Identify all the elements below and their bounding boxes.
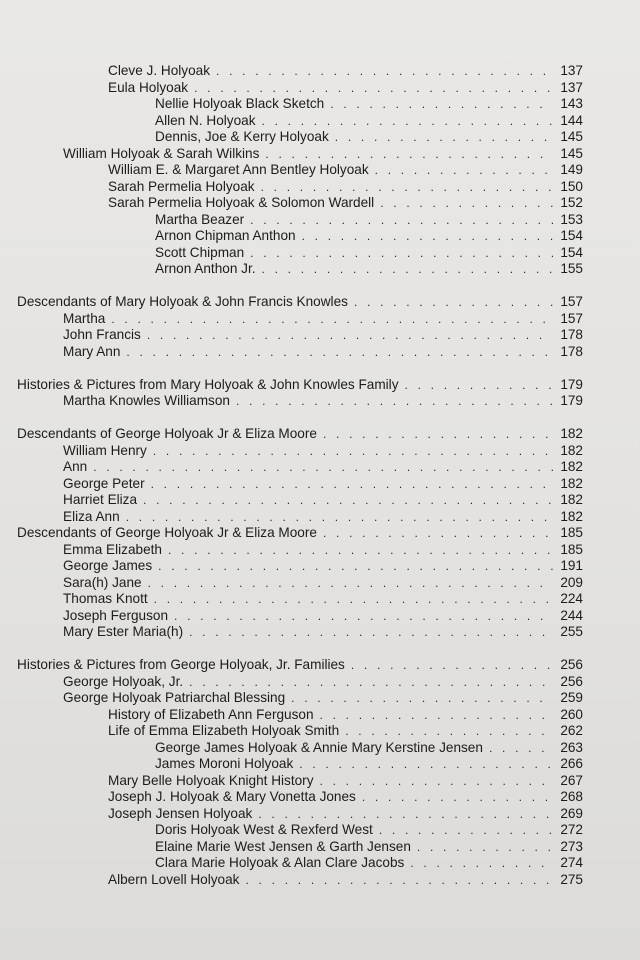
- dot-leader: [410, 855, 553, 871]
- toc-entry-page-number: 244: [560, 608, 583, 623]
- toc-entry: [63, 674, 583, 690]
- dot-leader: [111, 311, 553, 327]
- toc-entry-page-number: 154: [560, 228, 583, 243]
- toc-entry: [63, 608, 583, 624]
- toc-entry-title: Martha Beazer: [155, 212, 245, 227]
- toc-entry: [155, 756, 583, 772]
- dot-leader: [250, 212, 553, 228]
- toc-entry-title: Histories & Pictures from George Holyoak, Jr. Families: [17, 657, 345, 672]
- toc-entry-page-number: 268: [560, 789, 583, 804]
- toc-entry-title: Histories & Pictures from Mary Holyoak & John Knowles Family: [17, 377, 399, 392]
- toc-entry-page-number: 256: [560, 674, 583, 689]
- toc-entry: [63, 443, 583, 459]
- dot-leader: [379, 822, 553, 838]
- toc-entry: [108, 63, 583, 79]
- toc-entry-page-number: 273: [560, 839, 583, 854]
- dot-leader: [245, 872, 553, 888]
- dot-leader: [320, 773, 554, 789]
- toc-entry: [155, 261, 583, 277]
- dot-leader: [330, 96, 553, 112]
- toc-entry-title: Allen N. Holyoak: [155, 113, 256, 128]
- toc-entry-page-number: 182: [560, 492, 583, 507]
- toc-entry: [108, 789, 583, 805]
- toc-entry-page-number: 137: [560, 63, 583, 78]
- toc-entry-title: Eliza Ann: [63, 509, 120, 524]
- toc-entry-title: Sarah Permelia Holyoak & Solomon Wardell: [108, 195, 375, 210]
- toc-entry: [108, 162, 583, 178]
- toc-entry-page-number: 185: [560, 542, 583, 557]
- toc-entry-page-number: 157: [560, 311, 583, 326]
- toc-entry-page-number: 182: [560, 426, 583, 441]
- toc-entry-page-number: 275: [560, 872, 583, 887]
- toc-entry: [108, 723, 583, 739]
- toc-entry-page-number: 274: [560, 855, 583, 870]
- toc-entry-title: George Holyoak, Jr.: [63, 674, 184, 689]
- dot-leader: [250, 245, 553, 261]
- toc-entry-title: George Holyoak Patriarchal Blessing: [63, 690, 286, 705]
- toc-entry: [63, 591, 583, 607]
- toc-entry: [63, 542, 583, 558]
- toc-entry: [63, 146, 583, 162]
- toc-entry-title: George Peter: [63, 476, 145, 491]
- toc-entry-title: Eula Holyoak: [108, 80, 189, 95]
- toc-entry-page-number: 144: [560, 113, 583, 128]
- dot-leader: [345, 723, 553, 739]
- dot-leader: [158, 558, 553, 574]
- toc-entry: [155, 839, 583, 855]
- toc-entry: [155, 96, 583, 112]
- dot-leader: [323, 525, 553, 541]
- toc-entry-title: Scott Chipman: [155, 245, 245, 260]
- toc-entry-title: John Francis: [63, 327, 141, 342]
- toc-entry: [17, 525, 583, 541]
- dot-leader: [148, 575, 553, 591]
- toc-entry-page-number: 179: [560, 393, 583, 408]
- toc-entry: [63, 575, 583, 591]
- toc-entry-page-number: 182: [560, 476, 583, 491]
- dot-leader: [351, 657, 553, 673]
- dot-leader: [189, 624, 553, 640]
- dot-leader: [154, 591, 553, 607]
- dot-leader: [262, 261, 553, 277]
- toc-entry-title: William E. & Margaret Ann Bentley Holyoak: [108, 162, 369, 177]
- toc-entry-title: Life of Emma Elizabeth Holyoak Smith: [108, 723, 340, 738]
- dot-leader: [153, 443, 553, 459]
- toc-entry: [63, 344, 583, 360]
- toc-entry: [108, 806, 583, 822]
- dot-leader: [405, 377, 554, 393]
- dot-leader: [335, 129, 553, 145]
- toc-entry-page-number: 209: [560, 575, 583, 590]
- toc-entry-title: Mary Ann: [63, 344, 121, 359]
- dot-leader: [302, 228, 553, 244]
- toc-entry-title: Dennis, Joe & Kerry Holyoak: [155, 129, 329, 144]
- toc-entry-page-number: 182: [560, 459, 583, 474]
- toc-entry: [63, 476, 583, 492]
- toc-entry-page-number: 182: [560, 443, 583, 458]
- dot-leader: [194, 80, 553, 96]
- toc-entry-page-number: 154: [560, 245, 583, 260]
- dot-leader: [168, 542, 553, 558]
- toc-entry-title: Emma Elizabeth: [63, 542, 162, 557]
- dot-leader: [189, 674, 553, 690]
- dot-leader: [174, 608, 553, 624]
- toc-entry-title: Joseph Jensen Holyoak: [108, 806, 253, 821]
- dot-leader: [93, 459, 553, 475]
- toc-entry: [108, 872, 583, 888]
- toc-entry-page-number: 263: [560, 740, 583, 755]
- toc-entry: [155, 245, 583, 261]
- toc-entry-page-number: 182: [560, 509, 583, 524]
- toc-entry-title: Martha: [63, 311, 106, 326]
- toc-entry: [63, 690, 583, 706]
- toc-entry-page-number: 179: [560, 377, 583, 392]
- dot-leader: [126, 509, 553, 525]
- toc-entry-title: Joseph Ferguson: [63, 608, 169, 623]
- toc-entry: [63, 393, 583, 409]
- dot-leader: [362, 789, 553, 805]
- toc-entry: [17, 657, 583, 673]
- toc-entry-page-number: 145: [560, 146, 583, 161]
- toc-entry-title: Descendants of George Holyoak Jr & Eliza Moore: [17, 525, 317, 540]
- toc-entry-page-number: 272: [560, 822, 583, 837]
- dot-leader: [299, 756, 553, 772]
- dot-leader: [320, 707, 553, 723]
- dot-leader: [375, 162, 553, 178]
- toc-entry-page-number: 185: [560, 525, 583, 540]
- toc-entry: [155, 228, 583, 244]
- toc-entry-page-number: 152: [560, 195, 583, 210]
- dot-leader: [489, 740, 553, 756]
- toc-entry-title: Doris Holyoak West & Rexferd West: [155, 822, 373, 837]
- toc-entry-page-number: 143: [560, 96, 583, 111]
- toc-entry: [63, 558, 583, 574]
- dot-leader: [143, 492, 553, 508]
- toc-entry-title: Sara(h) Jane: [63, 575, 142, 590]
- toc-entry: [108, 707, 583, 723]
- toc-entry: [17, 294, 583, 310]
- toc-entry: [17, 426, 583, 442]
- toc-entry-title: Nellie Holyoak Black Sketch: [155, 96, 325, 111]
- toc-entry: [108, 80, 583, 96]
- dot-leader: [236, 393, 553, 409]
- toc-entry-title: Arnon Chipman Anthon: [155, 228, 296, 243]
- toc-entry-title: History of Elizabeth Ann Ferguson: [108, 707, 314, 722]
- toc-entry-title: Thomas Knott: [63, 591, 148, 606]
- toc-entry-page-number: 255: [560, 624, 583, 639]
- toc-entry: [63, 459, 583, 475]
- toc-entry-title: George James: [63, 558, 153, 573]
- toc-entry: [155, 822, 583, 838]
- toc-entry-page-number: 153: [560, 212, 583, 227]
- dot-leader: [380, 195, 553, 211]
- dot-leader: [151, 476, 553, 492]
- toc-entry-page-number: 266: [560, 756, 583, 771]
- toc-entry: [63, 311, 583, 327]
- toc-entry-page-number: 157: [560, 294, 583, 309]
- dot-leader: [417, 839, 553, 855]
- dot-leader: [291, 690, 553, 706]
- toc-entry-title: Cleve J. Holyoak: [108, 63, 210, 78]
- toc-entry-page-number: 191: [560, 558, 583, 573]
- toc-entry-title: Clara Marie Holyoak & Alan Clare Jacobs: [155, 855, 405, 870]
- toc-entry-title: William Henry: [63, 443, 147, 458]
- toc-entry: [108, 195, 583, 211]
- toc-entry-page-number: 150: [560, 179, 583, 194]
- toc-entry-page-number: 178: [560, 327, 583, 342]
- dot-leader: [323, 426, 553, 442]
- toc-entry-page-number: 155: [560, 261, 583, 276]
- toc-entry: [63, 492, 583, 508]
- toc-entry: [155, 855, 583, 871]
- dot-leader: [216, 63, 553, 79]
- toc-entry: [108, 179, 583, 195]
- dot-leader: [354, 294, 553, 310]
- toc-entry-title: Descendants of Mary Holyoak & John Francis Knowles: [17, 294, 348, 309]
- toc-entry-title: Martha Knowles Williamson: [63, 393, 230, 408]
- dot-leader: [126, 344, 553, 360]
- toc-entry-title: James Moroni Holyoak: [155, 756, 294, 771]
- toc-entry-page-number: 145: [560, 129, 583, 144]
- toc-entry: [63, 327, 583, 343]
- toc-entry-page-number: 260: [560, 707, 583, 722]
- toc-entry-title: George James Holyoak & Annie Mary Kerstine Jensen: [155, 740, 483, 755]
- dot-leader: [261, 179, 553, 195]
- toc-entry-title: William Holyoak & Sarah Wilkins: [63, 146, 260, 161]
- toc-entry: [155, 212, 583, 228]
- toc-entry: [108, 773, 583, 789]
- toc-entry-title: Albern Lovell Holyoak: [108, 872, 240, 887]
- toc-entry-title: Sarah Permelia Holyoak: [108, 179, 255, 194]
- toc-entry-page-number: 149: [560, 162, 583, 177]
- toc-entry-title: Arnon Anthon Jr.: [155, 261, 256, 276]
- toc-entry-page-number: 137: [560, 80, 583, 95]
- toc-entry-page-number: 178: [560, 344, 583, 359]
- dot-leader: [258, 806, 553, 822]
- toc-entry-title: Descendants of George Holyoak Jr & Eliza Moore: [17, 426, 317, 441]
- toc-entry: [17, 377, 583, 393]
- toc-entry: [155, 113, 583, 129]
- toc-entry: [155, 740, 583, 756]
- dot-leader: [147, 327, 553, 343]
- toc-entry-page-number: 224: [560, 591, 583, 606]
- toc-entry-page-number: 262: [560, 723, 583, 738]
- dot-leader: [265, 146, 553, 162]
- toc-entry-page-number: 267: [560, 773, 583, 788]
- toc-entry-title: Harriet Eliza: [63, 492, 138, 507]
- toc-entry-title: Elaine Marie West Jensen & Garth Jensen: [155, 839, 411, 854]
- toc-entry-title: Mary Ester Maria(h): [63, 624, 184, 639]
- toc-entry: [155, 129, 583, 145]
- toc-entry-page-number: 256: [560, 657, 583, 672]
- dot-leader: [262, 113, 554, 129]
- toc-entry-title: Ann: [63, 459, 88, 474]
- toc-entry-title: Joseph J. Holyoak & Mary Vonetta Jones: [108, 789, 356, 804]
- toc-entry-page-number: 259: [560, 690, 583, 705]
- toc-entry-title: Mary Belle Holyoak Knight History: [108, 773, 314, 788]
- toc-entry: [63, 624, 583, 640]
- toc-entry: [63, 509, 583, 525]
- toc-entry-page-number: 269: [560, 806, 583, 821]
